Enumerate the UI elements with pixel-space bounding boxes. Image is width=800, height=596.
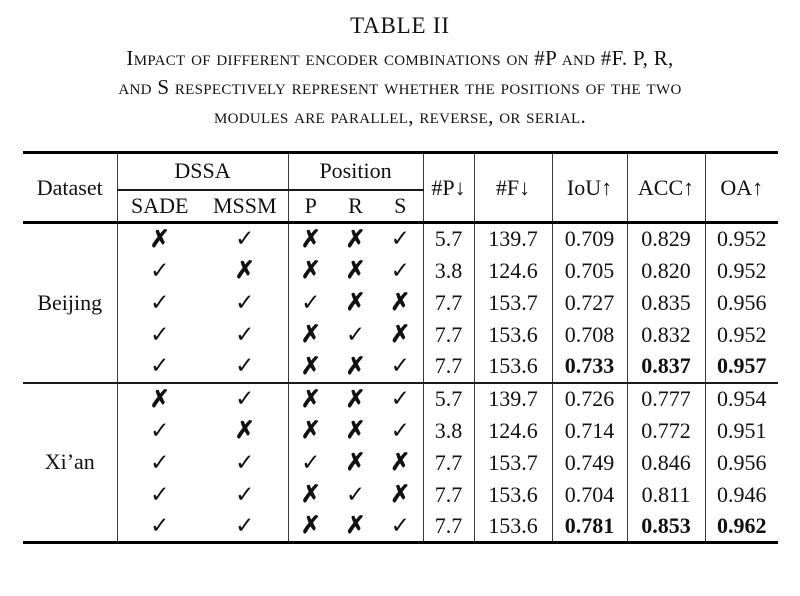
acc-value: 0.829	[627, 223, 705, 255]
p-cross-mark: ✗	[300, 226, 321, 253]
oa-value: 0.952	[717, 321, 767, 347]
s-check-mark: ✓	[378, 415, 423, 447]
r-check-mark: ✓	[345, 321, 366, 347]
col-header-p: P	[304, 192, 317, 218]
oa-value: 0.952	[717, 226, 767, 252]
s-check-mark: ✓	[378, 383, 423, 415]
s-check-mark: ✓	[378, 351, 423, 383]
iou-value: 0.714	[552, 415, 627, 447]
flops-value: 153.7	[474, 287, 552, 319]
col-header-oa: OA↑	[720, 174, 764, 200]
flops-value: 153.6	[474, 351, 552, 383]
table-caption	[0, 44, 800, 131]
oa-value: 0.957	[717, 353, 767, 378]
result-row	[23, 287, 778, 319]
sade-check-mark: ✓	[150, 449, 170, 475]
params-value: 7.7	[423, 287, 474, 319]
result-row	[23, 415, 778, 447]
col-header-params: #P↓	[423, 153, 474, 223]
flops-value: 124.6	[474, 415, 552, 447]
p-cross-mark: ✗	[300, 418, 321, 444]
params-value: 7.7	[423, 351, 474, 383]
mssm-check-mark: ✓	[202, 479, 288, 511]
mssm-check-mark: ✓	[202, 319, 288, 351]
sade-check-mark: ✓	[150, 289, 170, 315]
flops-value: 153.6	[474, 479, 552, 511]
params-value: 7.7	[423, 447, 474, 479]
sade-cross-mark: ✗	[149, 226, 170, 253]
r-check-mark: ✓	[345, 481, 366, 507]
params-value: 7.7	[423, 511, 474, 543]
r-cross-mark: ✗	[333, 383, 378, 415]
header-row-groups	[23, 153, 778, 190]
params-value: 7.7	[423, 319, 474, 351]
acc-value: 0.846	[627, 447, 705, 479]
results-tbody	[23, 223, 778, 543]
iou-value: 0.733	[552, 351, 627, 383]
result-row	[23, 351, 778, 383]
p-check-mark: ✓	[301, 289, 321, 315]
col-header-flops: #F↓	[474, 153, 552, 223]
mssm-check-mark: ✓	[202, 511, 288, 543]
result-row	[23, 319, 778, 351]
oa-value: 0.962	[717, 512, 767, 538]
table-header	[23, 153, 778, 223]
s-check-mark: ✓	[378, 223, 423, 255]
mssm-check-mark: ✓	[202, 223, 288, 255]
r-cross-mark: ✗	[345, 513, 366, 540]
p-check-mark: ✓	[301, 449, 321, 475]
r-cross-mark: ✗	[345, 353, 366, 380]
result-row	[23, 447, 778, 479]
col-header-dataset: Dataset	[23, 153, 117, 223]
params-value: 7.7	[423, 479, 474, 511]
mssm-check-mark: ✓	[202, 447, 288, 479]
acc-value: 0.835	[627, 287, 705, 319]
sade-check-mark: ✓	[150, 353, 170, 378]
iou-value: 0.704	[552, 479, 627, 511]
acc-value: 0.820	[627, 255, 705, 287]
p-cross-mark: ✗	[300, 353, 321, 380]
s-cross-mark: ✗	[378, 479, 423, 511]
col-header-acc: ACC↑	[627, 153, 705, 223]
iou-value: 0.781	[552, 511, 627, 543]
r-cross-mark: ✗	[345, 290, 366, 316]
col-header-s: S	[378, 190, 423, 223]
iou-value: 0.727	[552, 287, 627, 319]
r-cross-mark: ✗	[345, 226, 366, 253]
p-cross-mark: ✗	[288, 383, 333, 415]
col-group-dssa: DSSA	[117, 153, 288, 190]
s-check-mark: ✓	[378, 255, 423, 287]
col-header-r: R	[348, 192, 363, 218]
acc-value: 0.853	[627, 511, 705, 543]
caption-line: Impact of different encoder combinations on #P and #F. P, R,	[126, 46, 674, 70]
flops-value: 139.7	[474, 223, 552, 255]
flops-value: 153.7	[474, 447, 552, 479]
mssm-check-mark: ✓	[202, 351, 288, 383]
col-group-position: Position	[288, 153, 423, 190]
params-value: 3.8	[423, 415, 474, 447]
p-cross-mark: ✗	[300, 258, 321, 284]
oa-value: 0.954	[705, 383, 778, 415]
p-cross-mark: ✗	[300, 513, 321, 540]
oa-value: 0.956	[717, 449, 767, 475]
iou-value: 0.749	[552, 447, 627, 479]
result-row	[23, 255, 778, 287]
params-value: 5.7	[423, 223, 474, 255]
caption-line: and S respectively represent whether the positions of the two	[118, 75, 682, 99]
acc-value: 0.811	[627, 479, 705, 511]
results-table	[23, 151, 778, 544]
s-cross-mark: ✗	[378, 319, 423, 351]
sade-check-mark: ✓	[150, 481, 170, 507]
oa-value: 0.956	[717, 289, 767, 315]
p-cross-mark: ✗	[300, 322, 321, 348]
iou-value: 0.726	[552, 383, 627, 415]
s-cross-mark: ✗	[378, 287, 423, 319]
col-header-iou: IoU↑	[552, 153, 627, 223]
dataset-label: Beijing	[23, 223, 117, 383]
result-row	[23, 511, 778, 543]
acc-value: 0.777	[627, 383, 705, 415]
params-value: 5.7	[423, 383, 474, 415]
sade-check-mark: ✓	[150, 321, 170, 347]
mssm-cross-mark: ✗	[202, 415, 288, 447]
r-cross-mark: ✗	[345, 450, 366, 476]
acc-value: 0.837	[627, 351, 705, 383]
acc-value: 0.772	[627, 415, 705, 447]
dataset-label: Xi’an	[23, 383, 117, 543]
flops-value: 153.6	[474, 511, 552, 543]
result-row	[23, 479, 778, 511]
iou-value: 0.708	[552, 319, 627, 351]
s-check-mark: ✓	[378, 511, 423, 543]
sade-check-mark: ✓	[150, 512, 170, 538]
flops-value: 139.7	[474, 383, 552, 415]
r-cross-mark: ✗	[345, 418, 366, 444]
col-header-sade: SADE	[131, 192, 189, 218]
col-header-mssm: MSSM	[202, 190, 288, 223]
acc-value: 0.832	[627, 319, 705, 351]
sade-cross-mark: ✗	[117, 383, 202, 415]
r-cross-mark: ✗	[345, 258, 366, 284]
oa-value: 0.952	[717, 257, 767, 283]
mssm-check-mark: ✓	[202, 287, 288, 319]
p-cross-mark: ✗	[300, 482, 321, 508]
oa-value: 0.946	[717, 481, 767, 507]
caption-line: modules are parallel, reverse, or serial.	[213, 104, 587, 128]
result-row	[23, 383, 778, 415]
flops-value: 124.6	[474, 255, 552, 287]
sade-check-mark: ✓	[150, 257, 170, 283]
mssm-check-mark: ✓	[202, 383, 288, 415]
table-title: TABLE II	[350, 13, 450, 38]
result-row	[23, 223, 778, 255]
sade-check-mark: ✓	[150, 417, 170, 443]
oa-value: 0.951	[717, 417, 767, 443]
flops-value: 153.6	[474, 319, 552, 351]
mssm-cross-mark: ✗	[202, 255, 288, 287]
params-value: 3.8	[423, 255, 474, 287]
s-cross-mark: ✗	[378, 447, 423, 479]
iou-value: 0.709	[552, 223, 627, 255]
iou-value: 0.705	[552, 255, 627, 287]
